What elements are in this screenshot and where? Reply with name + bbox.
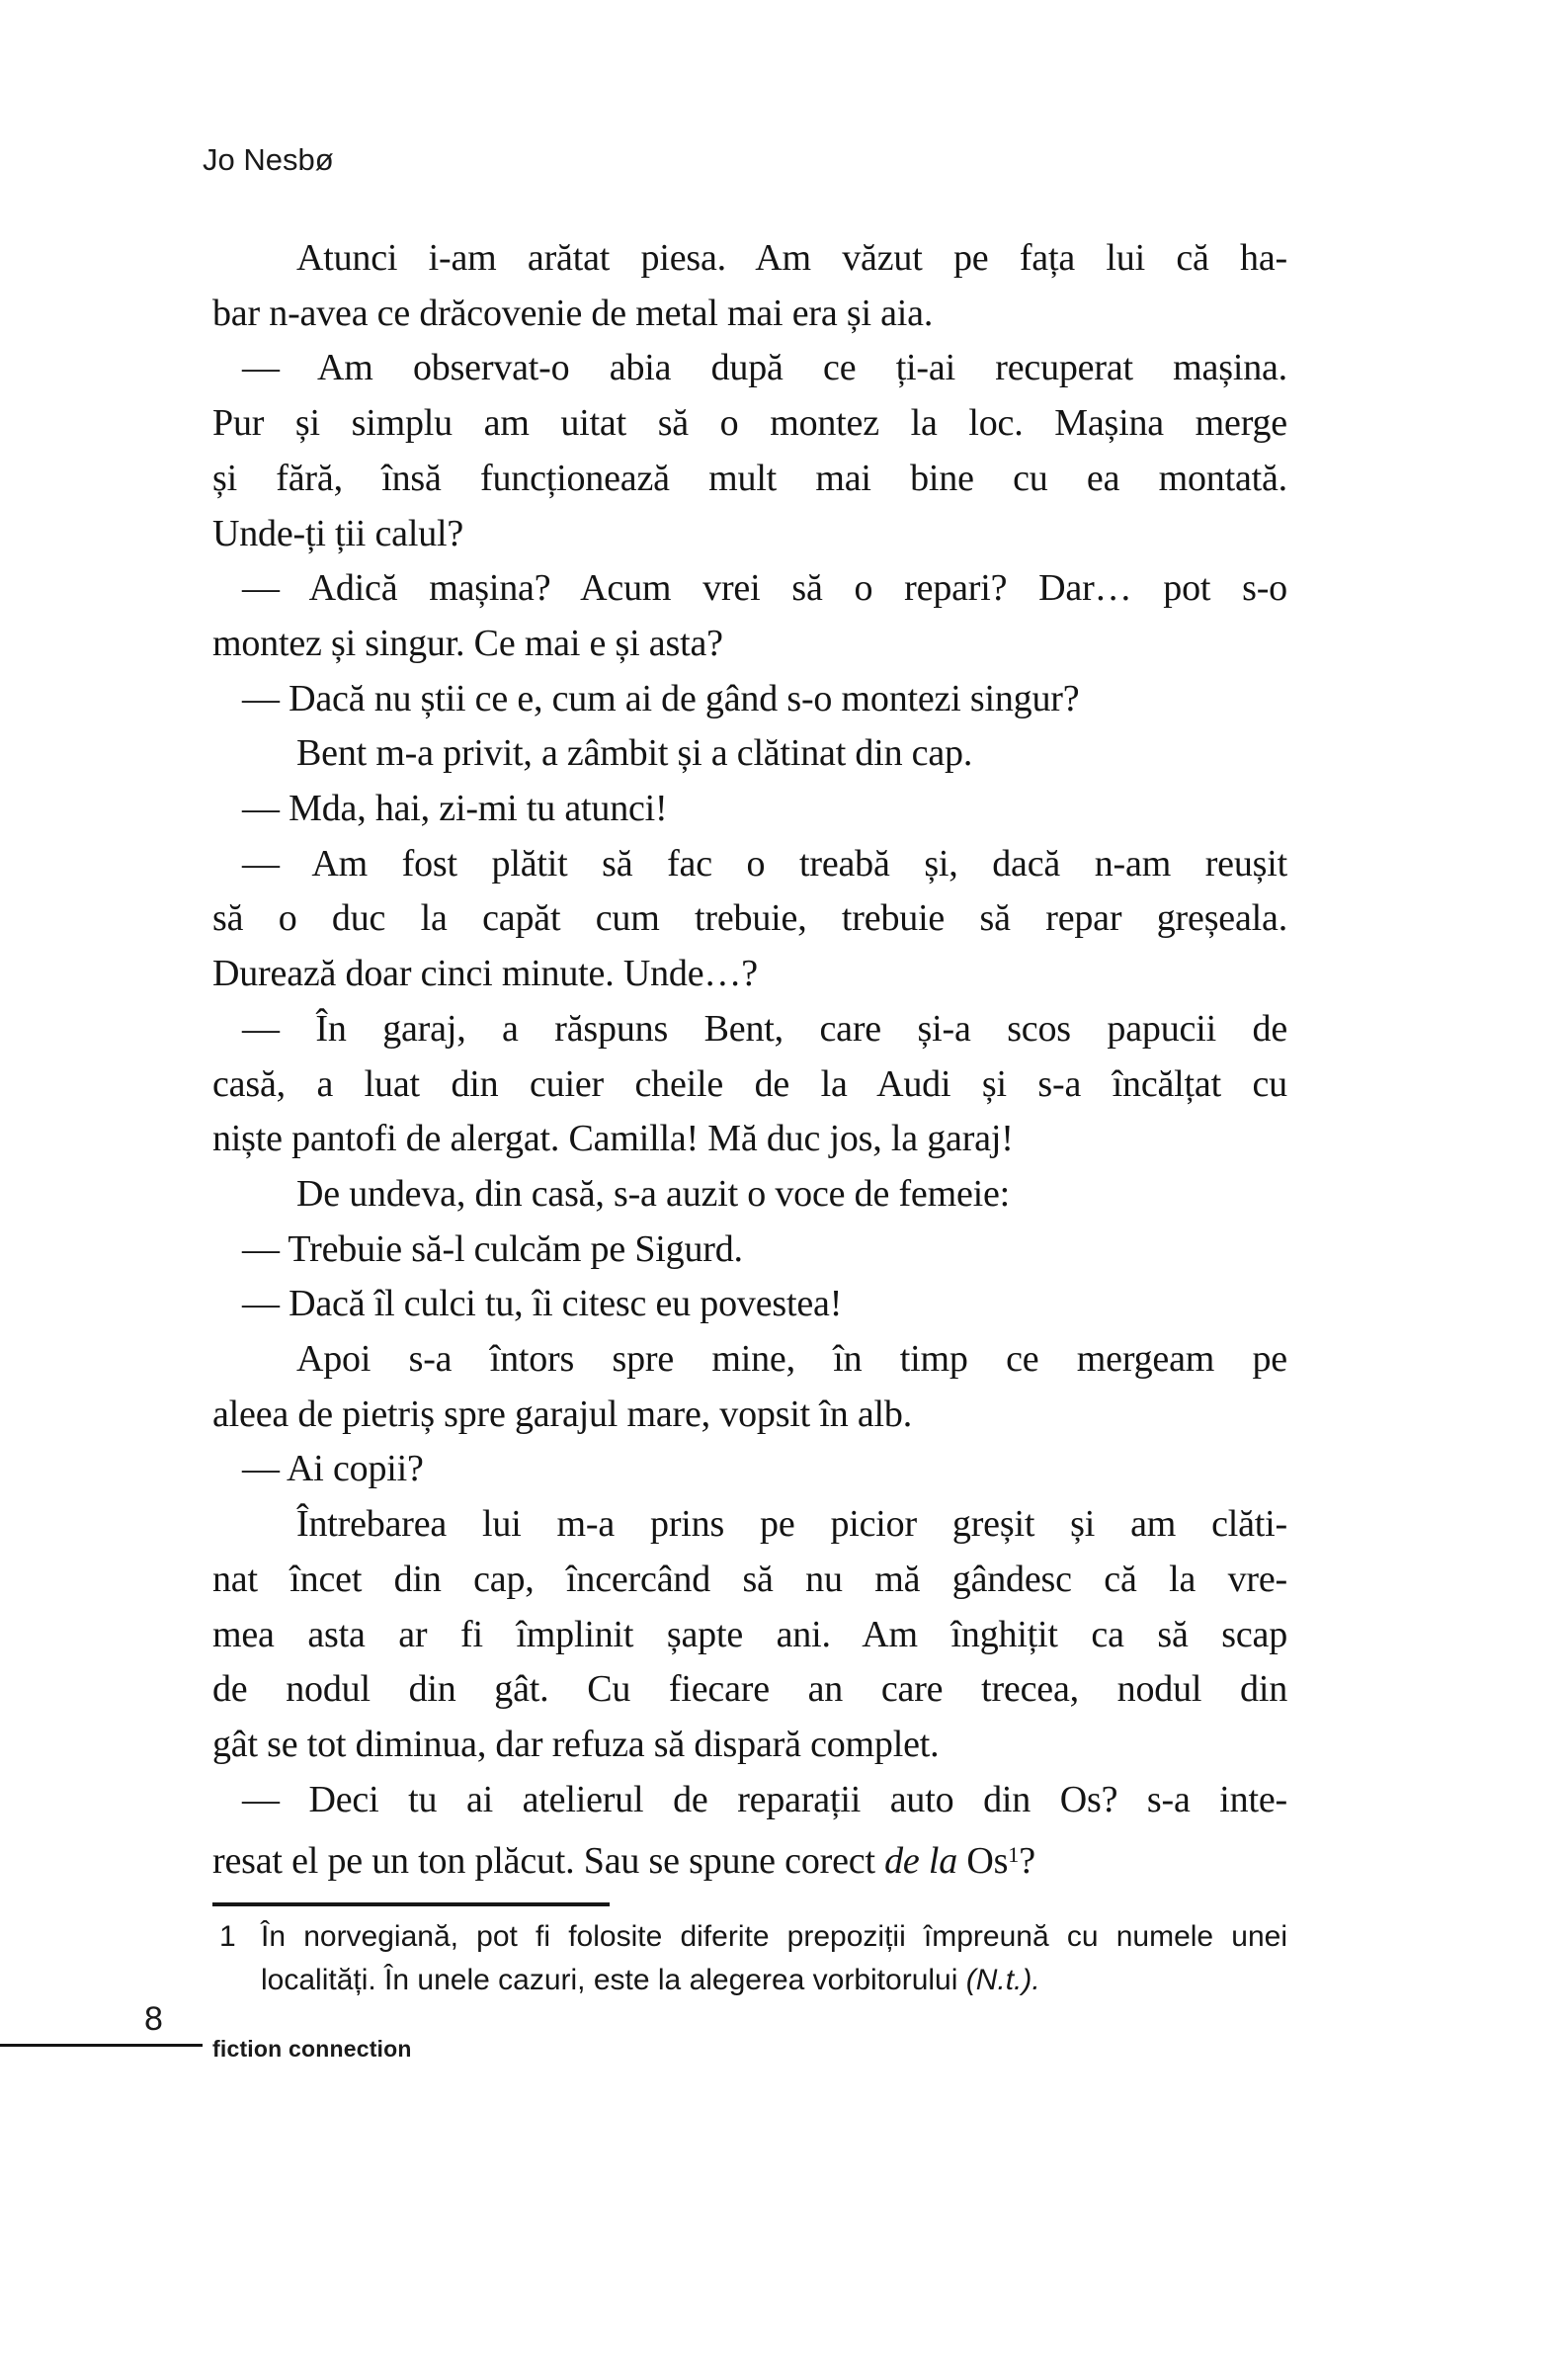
body-line bbox=[212, 396, 1287, 452]
footer-rule bbox=[0, 2044, 203, 2047]
body-line bbox=[212, 1277, 1287, 1332]
text-segment: mea asta ar fi împlinit șapte ani. Am înghițit ca să scap bbox=[212, 1613, 1287, 1655]
text-segment: — Deci tu ai atelierul de reparații auto din Os? s-a inte- bbox=[242, 1778, 1287, 1820]
imprint-label: fiction connection bbox=[212, 2036, 412, 2062]
text-segment: — În garaj, a răspuns Bent, care și-a scos papucii de bbox=[242, 1007, 1287, 1050]
text-segment: Durează doar cinci minute. Unde…? bbox=[212, 953, 758, 995]
body-line bbox=[212, 1497, 1287, 1553]
body-line bbox=[212, 452, 1287, 507]
text-segment: (N.t.). bbox=[965, 1964, 1040, 1996]
text-segment: În norvegiană, pot fi folosite diferite prepoziții împreună cu numele unei bbox=[261, 1920, 1287, 1953]
body-line bbox=[212, 1608, 1287, 1663]
text-segment: niște pantofi de alergat. Camilla! Mă duc jos, la garaj! bbox=[212, 1118, 1014, 1160]
body-line bbox=[212, 1002, 1287, 1057]
page-number: 8 bbox=[144, 2000, 163, 2038]
text-segment: Atunci i-am arătat piesa. Am văzut pe fața lui că ha- bbox=[296, 237, 1287, 279]
text-segment: nat încet din cap, încercând să nu mă gândesc că la vre- bbox=[212, 1558, 1287, 1600]
body-line bbox=[212, 287, 1287, 342]
body-line bbox=[212, 561, 1287, 617]
text-segment: de nodul din gât. Cu fiecare an care trecea, nodul din bbox=[212, 1668, 1287, 1711]
text-segment: — Trebuie să-l culcăm pe Sigurd. bbox=[242, 1227, 743, 1270]
body-line bbox=[212, 1827, 1287, 1890]
text-segment: — Am observat-o abia după ce ți-ai recuperat mașina. bbox=[242, 347, 1287, 389]
text-segment: Pur și simplu am uitat să o montez la loc. Mașina merge bbox=[212, 402, 1287, 445]
body-line bbox=[212, 1442, 1287, 1497]
text-segment: să o duc la capăt cum trebuie, trebuie să repar greșeala. bbox=[212, 897, 1287, 940]
text-segment: bar n-avea ce drăcovenie de metal mai era și aia. bbox=[212, 292, 934, 334]
text-segment: — Ai copii? bbox=[242, 1448, 424, 1490]
text-segment: Apoi s-a întors spre mine, în timp ce mergeam pe bbox=[296, 1338, 1287, 1381]
body-line bbox=[212, 837, 1287, 892]
body-line bbox=[212, 1332, 1287, 1388]
footnote-line bbox=[261, 1915, 1287, 1959]
text-segment: casă, a luat din cuier cheile de la Audi și s-a încălțat cu bbox=[212, 1062, 1287, 1105]
body-line bbox=[212, 1718, 1287, 1773]
body-line bbox=[212, 891, 1287, 947]
body-line bbox=[212, 1553, 1287, 1608]
body-line bbox=[212, 1662, 1287, 1718]
text-segment: De undeva, din casă, s-a auzit o voce de femeie: bbox=[296, 1172, 1011, 1215]
text-segment: — Am fost plătit să fac o treabă și, dacă n-am reușit bbox=[242, 842, 1287, 885]
footnote-text bbox=[261, 1915, 1287, 2002]
body-line bbox=[212, 1388, 1287, 1443]
text-segment: aleea de pietriș spre garajul mare, vopsit în alb. bbox=[212, 1392, 913, 1435]
text-segment: Unde-ți ții calul? bbox=[212, 512, 464, 554]
text-segment: Bent m-a privit, a zâmbit și a clătinat din cap. bbox=[296, 732, 973, 775]
running-header-author: Jo Nesbø bbox=[203, 142, 334, 177]
text-segment: — Mda, hai, zi-mi tu atunci! bbox=[242, 788, 668, 830]
body-text bbox=[212, 231, 1287, 1890]
text-segment: și fără, însă funcționează mult mai bine cu ea montată. bbox=[212, 457, 1287, 499]
text-segment: Os bbox=[957, 1840, 1009, 1883]
text-segment: Întrebarea lui m-a prins pe picior greșit și am clăti- bbox=[296, 1503, 1287, 1546]
text-segment: — Dacă îl culci tu, îi citesc eu povestea! bbox=[242, 1283, 843, 1325]
body-line bbox=[212, 1112, 1287, 1167]
body-line bbox=[212, 947, 1287, 1002]
text-segment: resat el pe un ton plăcut. Sau se spune corect bbox=[212, 1840, 885, 1883]
footnote-marker: 1 bbox=[219, 1920, 236, 1953]
body-line bbox=[212, 726, 1287, 782]
body-line bbox=[212, 1773, 1287, 1828]
footnote-reference-superscript: 1 bbox=[1008, 1842, 1020, 1868]
body-line bbox=[212, 231, 1287, 287]
text-segment: ? bbox=[1019, 1840, 1035, 1883]
footnote-line bbox=[261, 1959, 1287, 2002]
footnote bbox=[212, 1915, 1287, 2002]
body-line bbox=[212, 1167, 1287, 1223]
body-line bbox=[212, 507, 1287, 562]
body-line bbox=[212, 782, 1287, 837]
text-segment: — Dacă nu știi ce e, cum ai de gând s-o montezi singur? bbox=[242, 677, 1080, 719]
text-segment: gât se tot diminua, dar refuza să dispară complet. bbox=[212, 1723, 940, 1765]
body-line bbox=[212, 1057, 1287, 1113]
text-segment: localități. În unele cazuri, este la alegerea vorbitorului bbox=[261, 1964, 966, 1996]
body-line bbox=[212, 1223, 1287, 1278]
text-segment: de la bbox=[884, 1840, 958, 1883]
body-line bbox=[212, 672, 1287, 727]
footnote-separator-rule bbox=[212, 1902, 610, 1906]
body-line bbox=[212, 341, 1287, 396]
text-segment: montez și singur. Ce mai e și asta? bbox=[212, 622, 723, 664]
text-segment: — Adică mașina? Acum vrei să o repari? Dar… pot s-o bbox=[242, 567, 1287, 610]
body-line bbox=[212, 617, 1287, 672]
